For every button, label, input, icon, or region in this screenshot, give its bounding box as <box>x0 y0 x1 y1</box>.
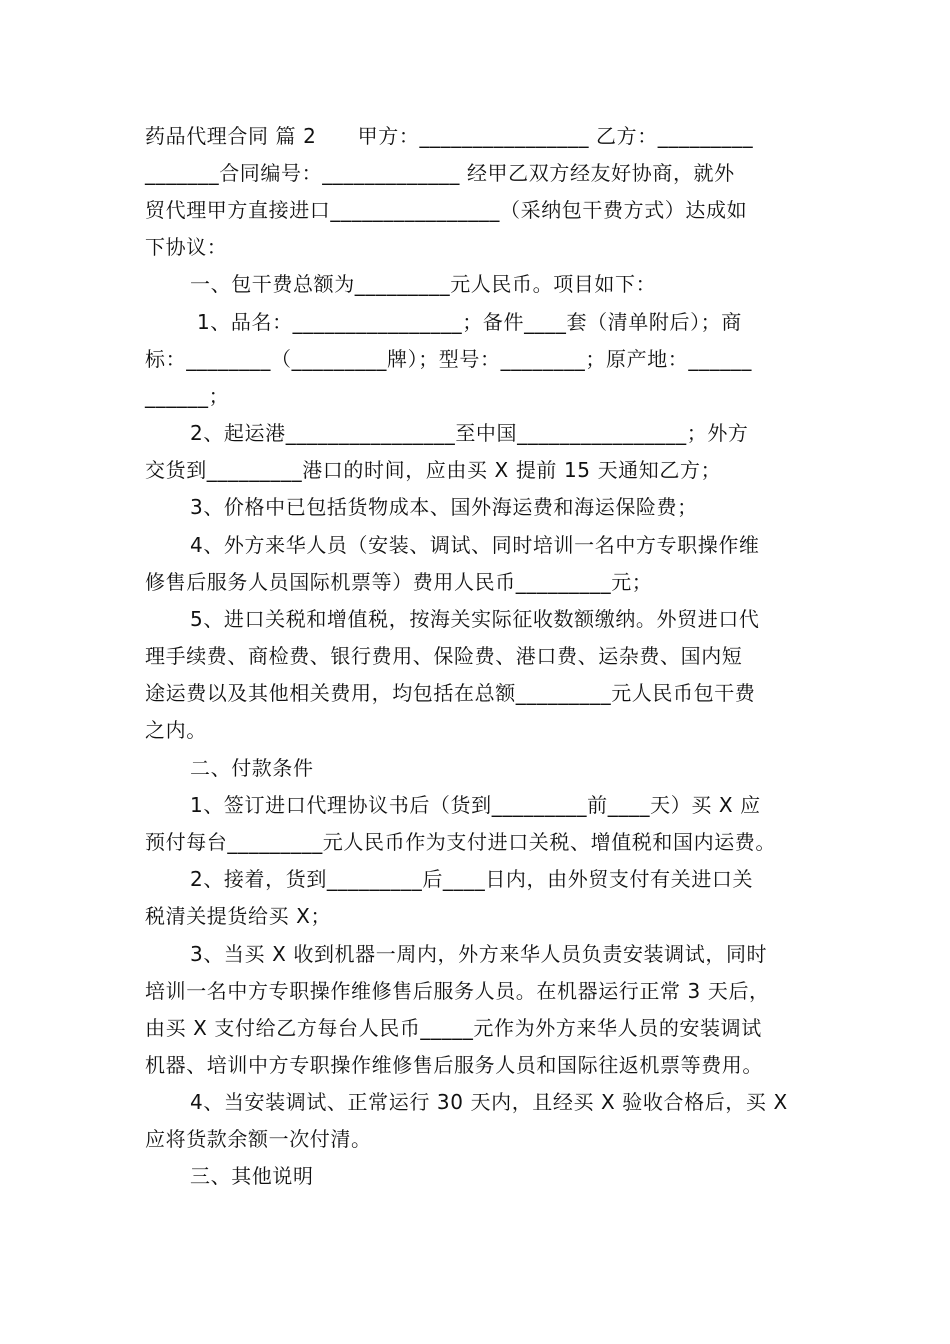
clause-line: 理手续费、商检费、银行费用、保险费、港口费、运杂费、国内短 <box>145 644 743 668</box>
clause-line: 1、签订进口代理协议书后（货到_________前____天）买 X 应 <box>190 793 761 817</box>
clause-line: ______； <box>145 384 230 408</box>
section-heading: 一、包干费总额为_________元人民币。项目如下： <box>190 272 657 296</box>
contract-number-line: _______合同编号：_____________ 经甲乙双方经友好协商，就外 <box>145 161 735 185</box>
clause-line: 4、外方来华人员（安装、调试、同时培训一名中方专职操作维 <box>190 533 760 557</box>
section-heading: 三、其他说明 <box>190 1164 314 1188</box>
clause-line: 途运费以及其他相关费用，均包括在总额_________元人民币包干费 <box>145 681 756 705</box>
clause-line: 标：________（_________牌）；型号：________；原产地：______ <box>145 347 752 371</box>
clause-line: 税清关提货给买 X； <box>145 904 332 928</box>
clause-line: 交货到_________港口的时间，应由买 X 提前 15 天通知乙方； <box>145 458 722 482</box>
clause-line: 5、进口关税和增值税，按海关实际征收数额缴纳。外贸进口代 <box>190 607 760 631</box>
clause-line: 培训一名中方专职操作维修售后服务人员。在机器运行正常 3 天后， <box>145 979 770 1003</box>
clause-line: 之内。 <box>145 718 207 742</box>
clause-line: 2、接着，货到_________后____日内，由外贸支付有关进口关 <box>190 867 754 891</box>
section-heading: 二、付款条件 <box>190 756 314 780</box>
clause-line: 2、起运港________________至中国________________；外方 <box>190 421 749 445</box>
clause-line: 4、当安装调试、正常运行 30 天内，且经买 X 验收合格后，买 X <box>190 1090 788 1114</box>
title-and-parties-line: 药品代理合同 篇 2 甲方：________________ 乙方：_________ <box>145 124 754 148</box>
paragraph-line: 下协议： <box>145 235 228 259</box>
clause-line: 修售后服务人员国际机票等）费用人民币_________元； <box>145 570 653 594</box>
paragraph-line: 贸代理甲方直接进口________________（采纳包干费方式）达成如 <box>145 198 748 222</box>
clause-line: 预付每台_________元人民币作为支付进口关税、增值税和国内运费。 <box>145 830 776 854</box>
clause-line: 应将货款余额一次付清。 <box>145 1127 372 1151</box>
clause-line: 由买 X 支付给乙方每台人民币_____元作为外方来华人员的安装调试 <box>145 1016 762 1040</box>
clause-line: 3、当买 X 收到机器一周内，外方来华人员负责安装调试，同时 <box>190 942 768 966</box>
clause-line: 1、品名：________________；备件____套（清单附后）；商 <box>190 310 742 334</box>
clause-line: 机器、培训中方专职操作维修售后服务人员和国际往返机票等费用。 <box>145 1053 763 1077</box>
clause-line: 3、价格中已包括货物成本、国外海运费和海运保险费； <box>190 495 698 519</box>
